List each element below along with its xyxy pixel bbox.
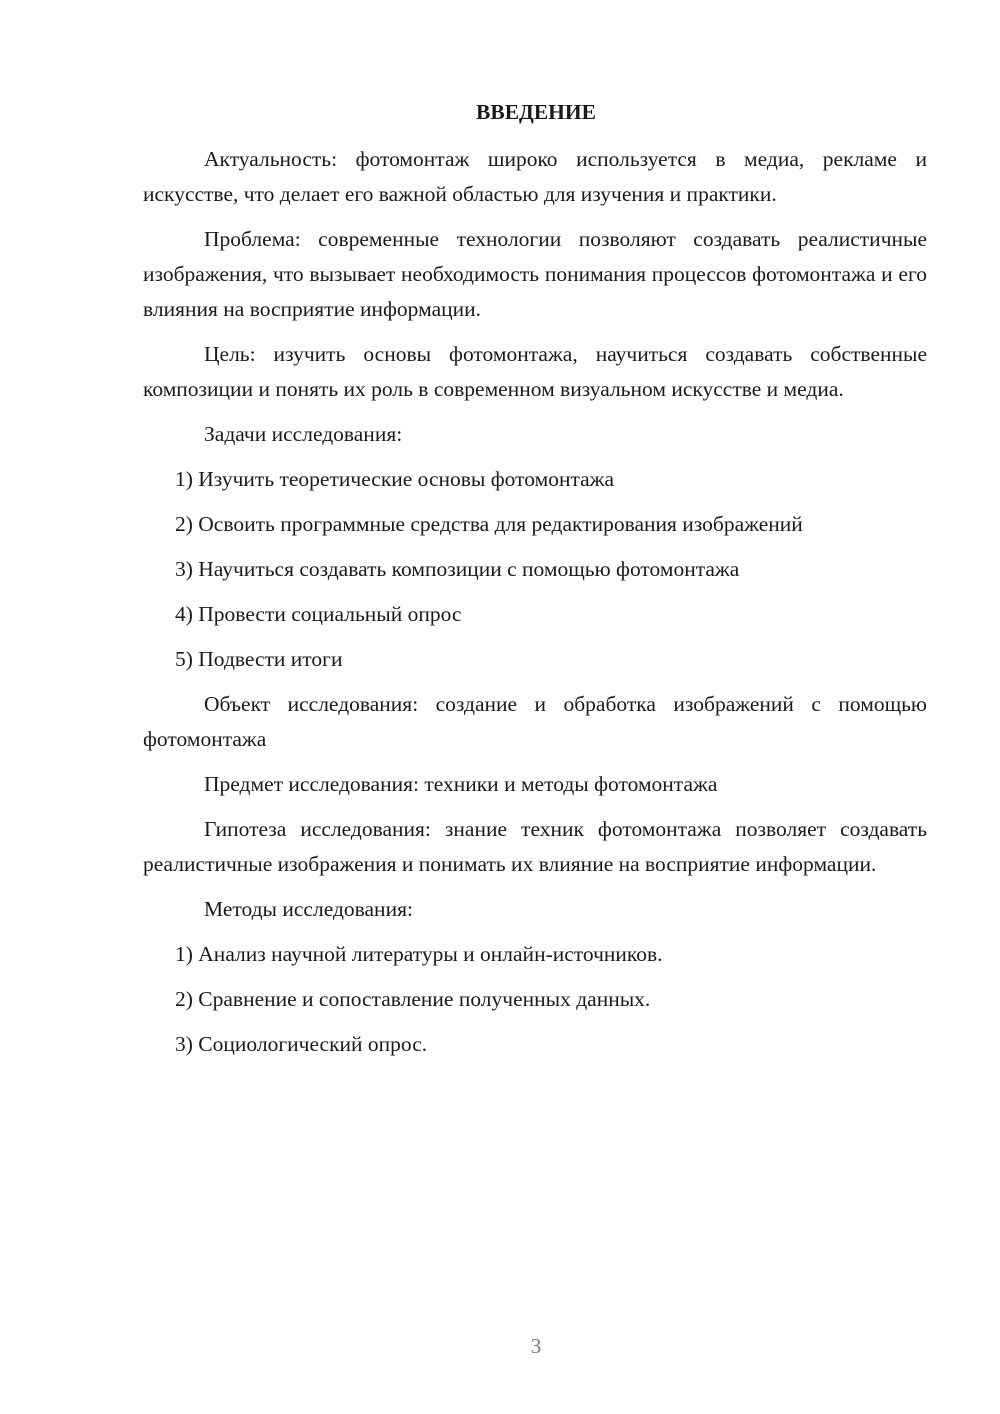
task-item: 1) Изучить теоретические основы фотомонтажа — [175, 467, 615, 491]
task-item: 5) Подвести итоги — [175, 647, 343, 671]
relevance-paragraph: Актуальность: фотомонтаж широко используется в медиа, рекламе и искусстве, что делает его важной областью для изучения и практики. — [143, 147, 927, 206]
method-item: 1) Анализ научной литературы и онлайн-источников. — [175, 942, 663, 966]
problem-paragraph: Проблема: современные технологии позволяют создавать реалистичные изображения, что вызывает необходимость понимания процессов фотомонтажа и его влияния на восприятие информации. — [143, 227, 927, 321]
page-number: 3 — [530, 1334, 542, 1358]
task-item: 3) Научиться создавать композиции с помощью фотомонтажа — [175, 557, 740, 581]
object-paragraph: Объект исследования: создание и обработка изображений с помощью фотомонтажа — [143, 692, 927, 751]
page-content — [143, 95, 927, 1072]
hypothesis-paragraph: Гипотеза исследования: знание техник фотомонтажа позволяет создавать реалистичные изображения и понимать их влияние на восприятие информации. — [143, 817, 927, 876]
method-item: 3) Социологический опрос. — [175, 1032, 428, 1056]
section-title: ВВЕДЕНИЕ — [476, 100, 596, 124]
methods-heading: Методы исследования: — [204, 897, 413, 921]
task-item: 2) Освоить программные средства для редактирования изображений — [175, 512, 803, 536]
goal-paragraph: Цель: изучить основы фотомонтажа, научиться создавать собственные композиции и понять их роль в современном визуальном искусстве и медиа. — [143, 342, 927, 401]
task-item: 4) Провести социальный опрос — [175, 602, 462, 626]
tasks-heading: Задачи исследования: — [204, 422, 403, 446]
subject-paragraph: Предмет исследования: техники и методы фотомонтажа — [204, 772, 718, 796]
method-item: 2) Сравнение и сопоставление полученных данных. — [175, 987, 651, 1011]
